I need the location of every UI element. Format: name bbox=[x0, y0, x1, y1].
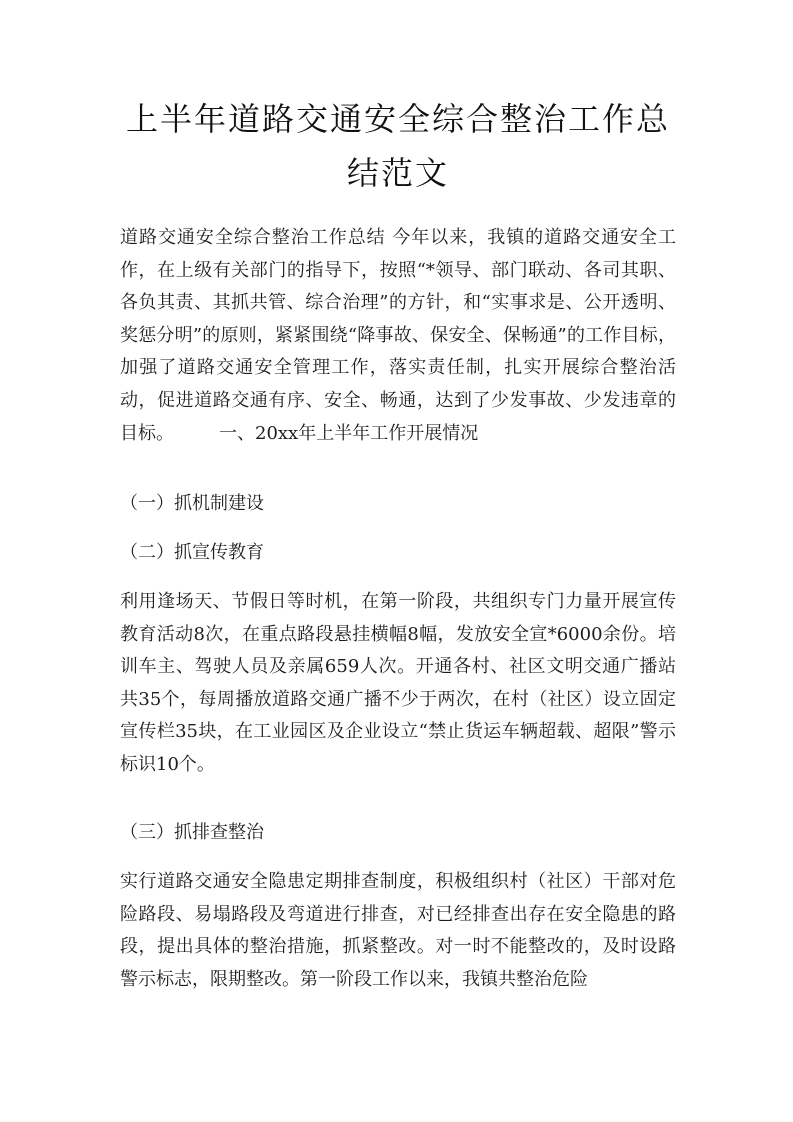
intro-paragraph: 道路交通安全综合整治工作总结 今年以来，我镇的道路交通安全工作，在上级有关部门的指导下，按照“*领导、部门联动、各司其职、各负其责、其抓共管、综合治理”的方针，和“实事求是、公开透明、奖惩分明”的原则，紧紧围绕“降事故、保安全、保畅通”的工作目标，加强了道路交通安全管理工作，落实责任制，扎实开展综合整治活动，促进道路交通有序、安全、畅通，达到了少发事故、少发违章的目标。 一、20xx年上半年工作开展情况 bbox=[120, 227, 676, 444]
section-heading-inspection: （三）抓排查整治 bbox=[120, 822, 264, 843]
inspection-paragraph: 实行道路交通安全隐患定期排查制度，积极组织村（社区）干部对危险路段、易塌路段及弯道进行排查，对已经排查出存在安全隐患的路段，提出具体的整治措施，抓紧整改。对一时不能整改的，及时设路警示标志，限期整改。第一阶段工作以来，我镇共整治危险 bbox=[120, 871, 676, 990]
section-heading-mechanism: （一）抓机制建设 bbox=[120, 493, 264, 514]
section-heading-publicity: （二）抓宣传教育 bbox=[120, 542, 264, 563]
publicity-paragraph: 利用逢场天、节假日等时机，在第一阶段，共组织专门力量开展宣传教育活动8次，在重点路段悬挂横幅8幅，发放安全宣*6000余份。培训车主、驾驶人员及亲属659人次。开通各村、社区文明交通广播站共35个，每周播放道路交通广播不少于两次，在村（社区）设立固定宣传栏35块，在工业园区及企业设立“禁止货运车辆超载、超限”警示标识10个。 bbox=[120, 591, 676, 775]
document-title: 上半年道路交通安全综合整治工作总结范文 bbox=[125, 100, 670, 192]
